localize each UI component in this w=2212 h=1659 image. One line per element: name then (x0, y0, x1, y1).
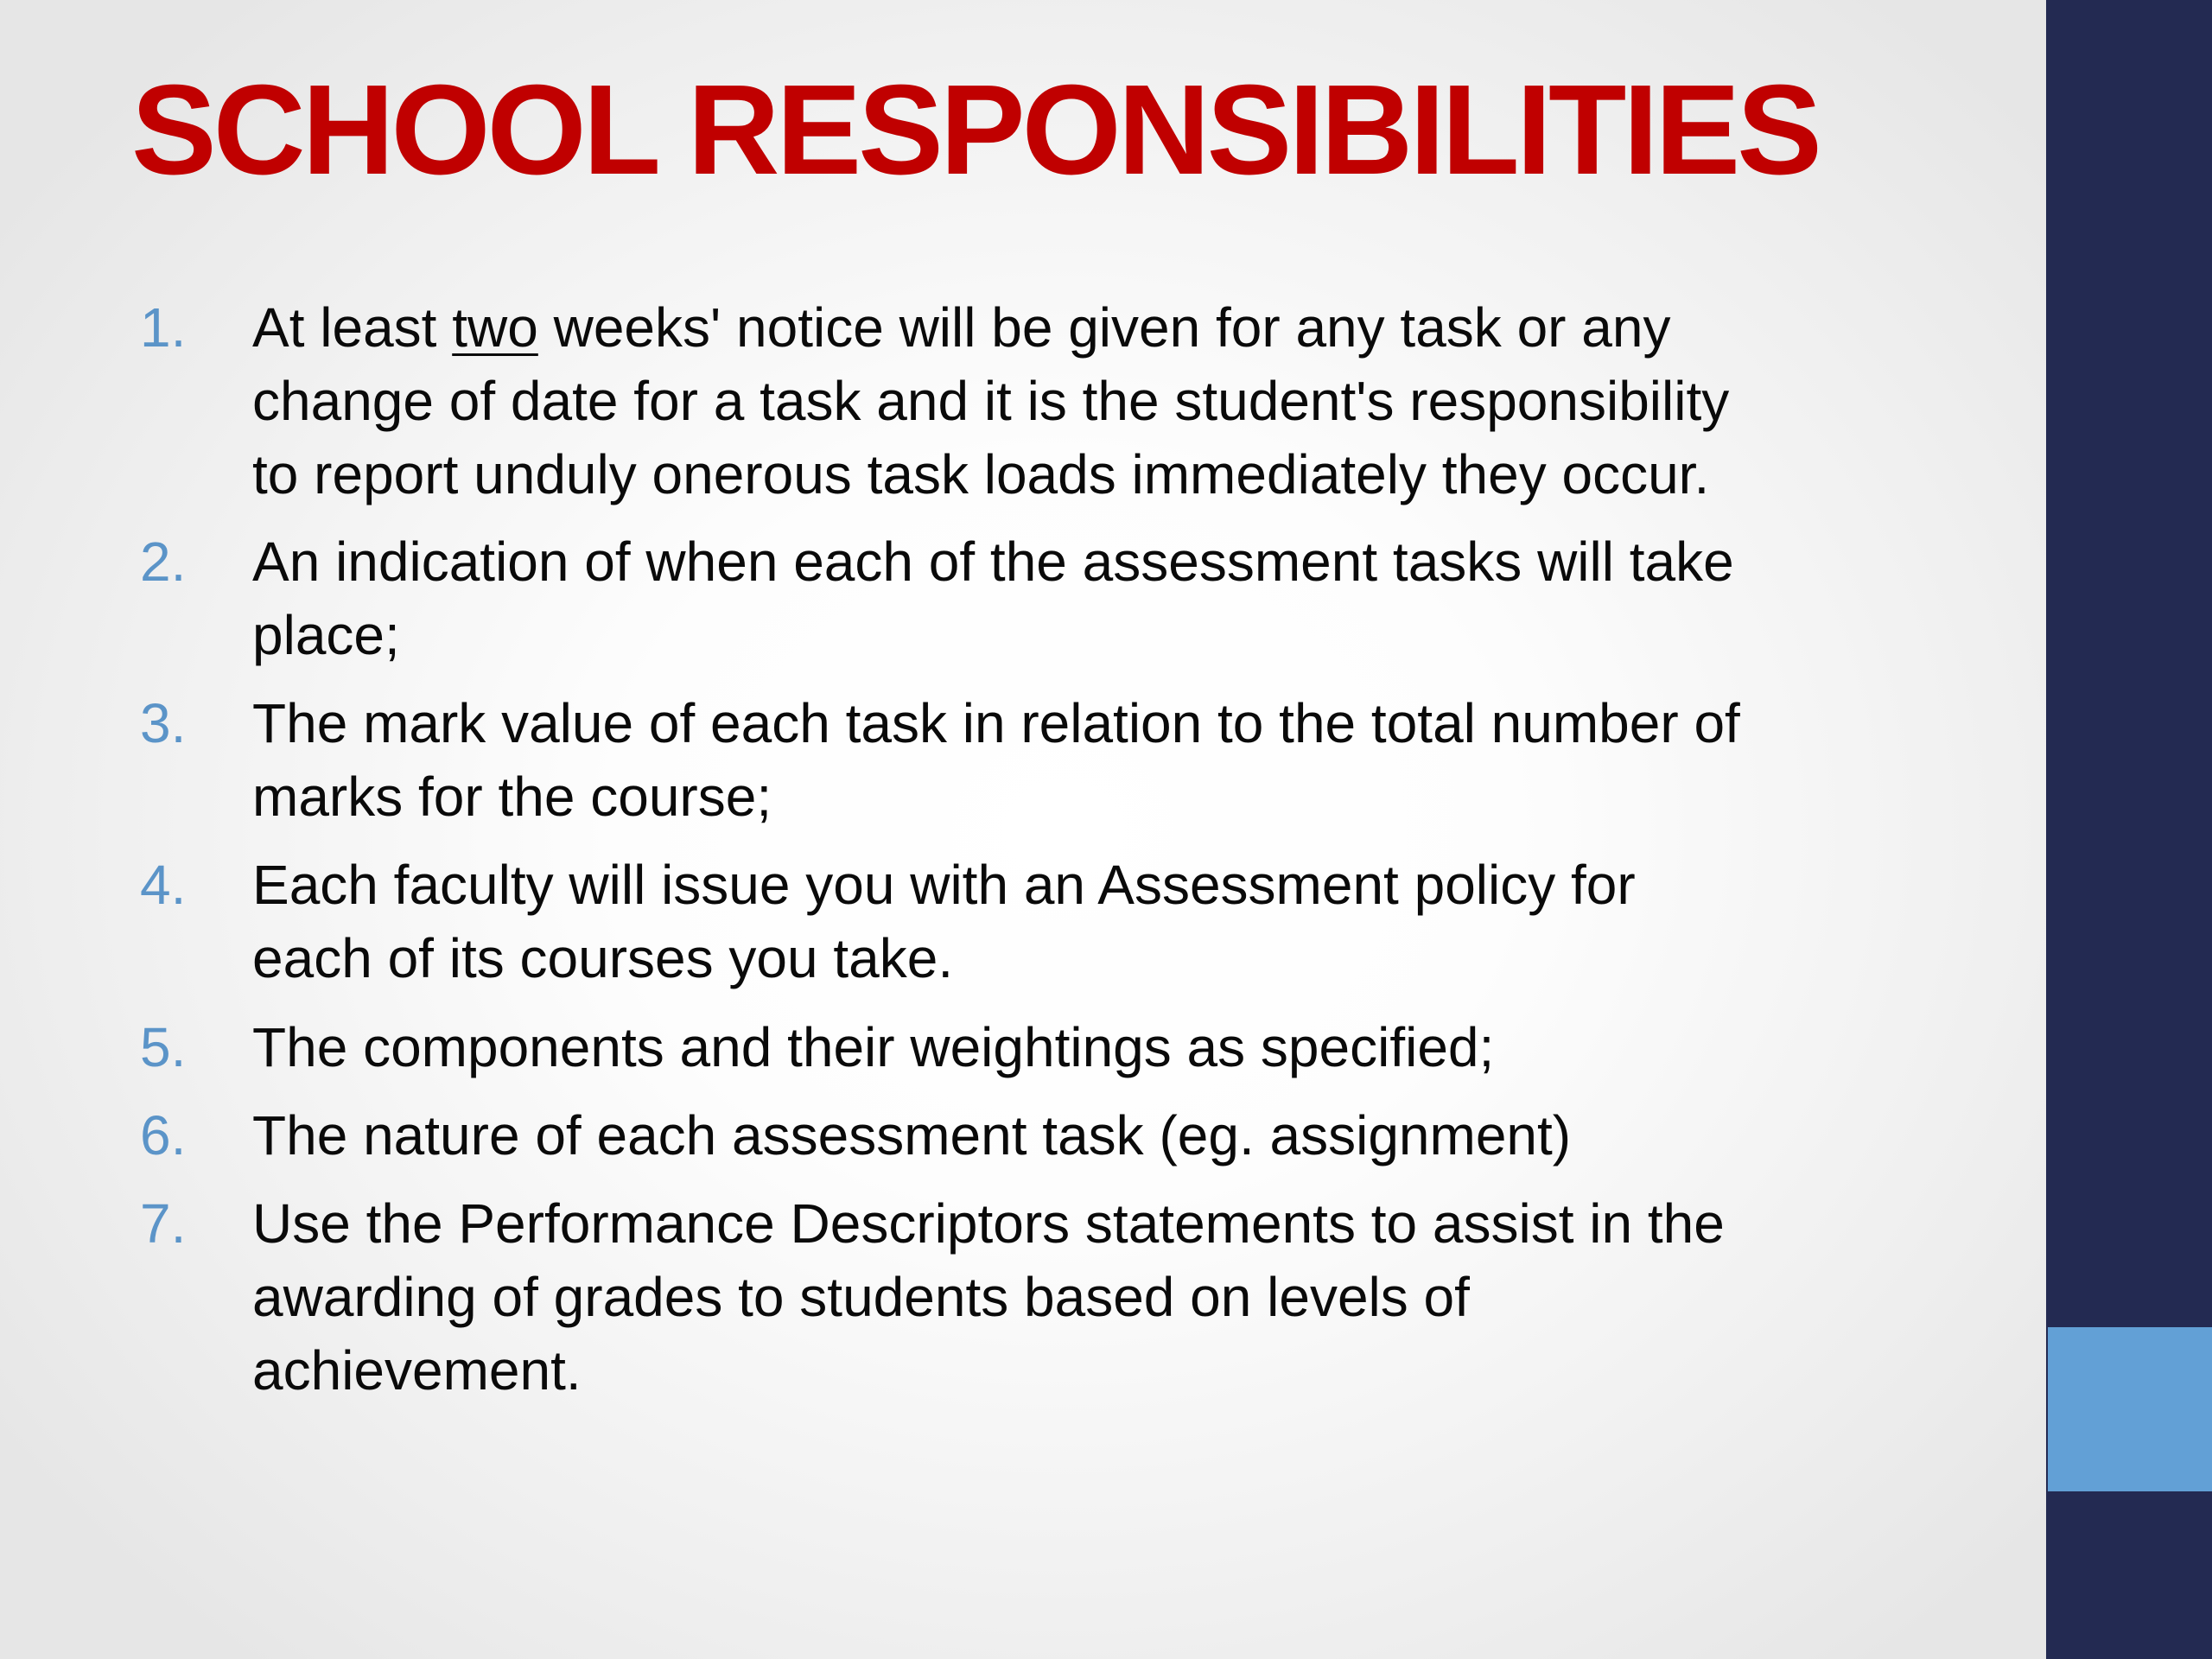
item-text (252, 849, 1980, 995)
item-line: marks for the course; (252, 766, 772, 828)
side-accent-block (2048, 1327, 2212, 1491)
item-number: 5. (140, 1016, 187, 1078)
item-line: The components and their weightings as specified; (252, 1016, 1495, 1078)
item-line: change of date for a task and it is the student's responsibility (252, 370, 1730, 432)
item-line: An indication of when each of the assessment tasks will take (252, 531, 1734, 593)
item-text (252, 1011, 1980, 1084)
item-number: 3. (140, 692, 187, 754)
item-line: achievement. (252, 1339, 582, 1402)
item-line (252, 291, 1980, 365)
item-line: to report unduly onerous task loads immediately they occur. (252, 443, 1710, 505)
item-text (252, 687, 1980, 834)
item-line: Use the Performance Descriptors statements to assist in the (252, 1192, 1725, 1255)
underlined-word: two (452, 296, 538, 359)
item-text (252, 525, 1980, 672)
item-line: place; (252, 604, 400, 666)
item-number: 2. (140, 531, 187, 593)
text-run: weeks' notice will be given for any task or any (537, 296, 1671, 359)
item-line: Each faculty will issue you with an Assessment policy for (252, 854, 1636, 916)
item-line: The nature of each assessment task (eg. assignment) (252, 1104, 1572, 1166)
text-run: At least (252, 296, 453, 359)
slide-title: SCHOOL RESPONSIBILITIES (131, 59, 1819, 201)
item-text (252, 291, 1980, 512)
item-line: each of its courses you take. (252, 927, 954, 989)
item-number: 1. (140, 296, 187, 359)
item-line: The mark value of each task in relation to the total number of (252, 692, 1740, 754)
item-text (252, 1187, 1980, 1408)
item-number: 6. (140, 1104, 187, 1166)
item-number: 4. (140, 854, 187, 916)
item-number: 7. (140, 1192, 187, 1255)
item-line: awarding of grades to students based on levels of (252, 1266, 1470, 1328)
item-text (252, 1099, 1980, 1173)
